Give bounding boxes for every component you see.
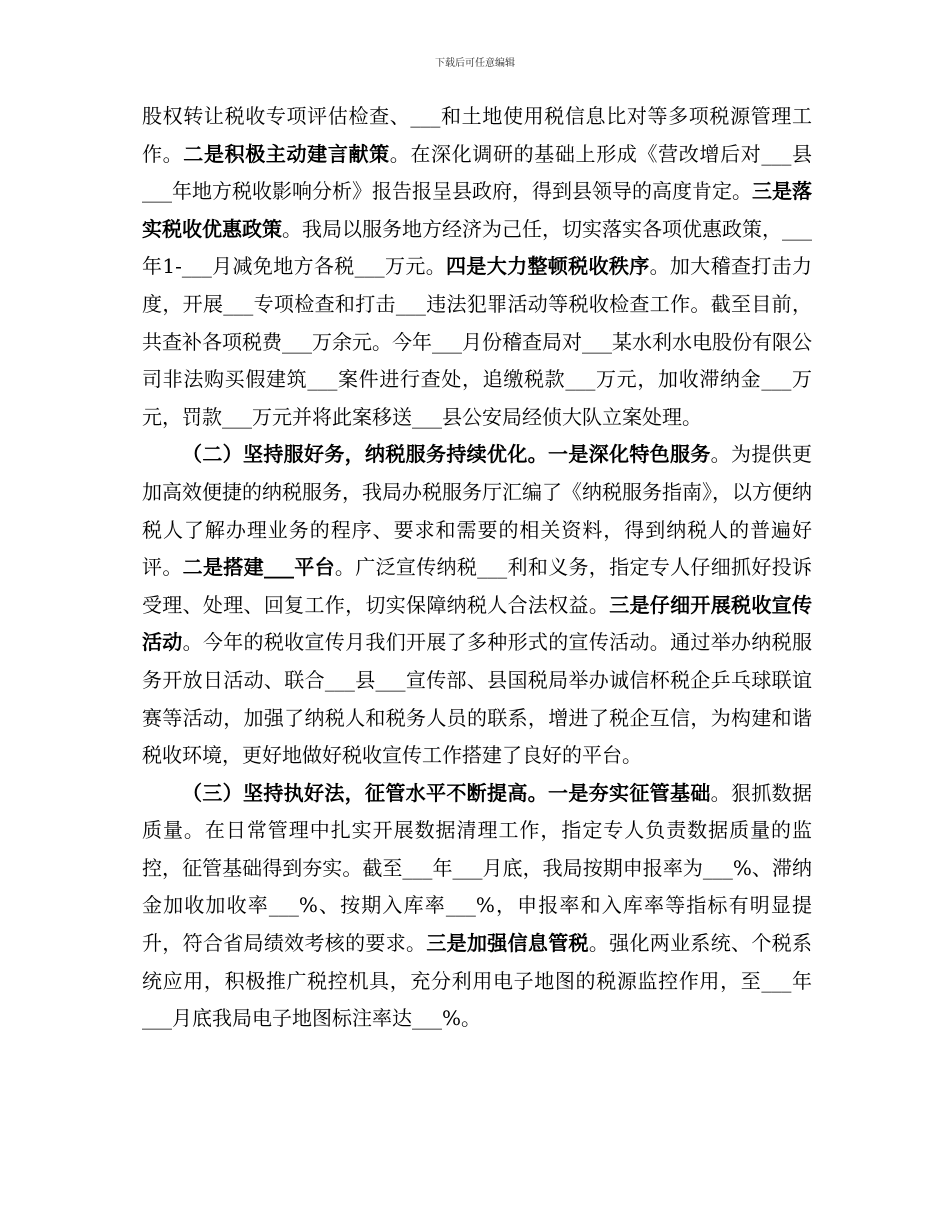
- text-run: 。加大稽查打击力度，开展___专项检查和打击___违法犯罪活动等税收检查工作。截至目前，共查补各项税费___万余元。今年___月份稽查局对___某水利水电股份有限公司非法购买假建筑___案件进行查处，追缴税款___万元，加收滞纳金___万元，罚款___万元并将此案移送___县公安局经侦大队立案处理。: [142, 254, 813, 429]
- bold-heading: 三是仔细开展税收宣传活动: [142, 592, 812, 655]
- document-body: [142, 98, 812, 1038]
- bold-heading: 二是积极主动建言献策: [183, 141, 390, 166]
- text-run: 。强化两业系统、个税系统应用，积极推广税控机具，充分利用电子地图的税源监控作用，至___年___月底我局电子地图标注率达___%。: [142, 931, 812, 1031]
- paragraph-1: [142, 98, 812, 436]
- text-run: 。我局以服务地方经济为己任，切实落实各项优惠政策，___年1-___月减免地方各税___万元。: [142, 216, 812, 279]
- text-run: 。今年的税收宣传月我们开展了多种形式的宣传活动。通过举办纳税服务开放日活动、联合___县___宣传部、县国税局举办诚信杯税企乒乓球联谊赛等活动，加强了纳税人和税务人员的联系，增进了税企互信，为构建和谐税收环境，更好地做好税收宣传工作搭建了良好的平台。: [142, 630, 812, 768]
- bold-heading: 四是大力整顿税收秩序: [446, 254, 650, 279]
- text-run: 。在深化调研的基础上形成《营改增后对___县___年地方税收影响分析》报告报呈县政府，得到县领导的高度肯定。: [142, 141, 813, 204]
- page-header-note: 下载后可任意编辑: [435, 58, 515, 69]
- paragraph-3: [142, 775, 812, 1038]
- text-run: 。为提供更加高效便捷的纳税服务，我局办税服务厅汇编了《纳税服务指南》，以方便纳税人了解办理业务的程序、要求和需要的相关资料，得到纳税人的普遍好评。: [142, 442, 813, 580]
- bold-heading: 三是加强信息管税: [426, 931, 589, 956]
- paragraph-2: [142, 436, 812, 774]
- bold-heading: 二是搭建___平台: [182, 555, 335, 580]
- bold-heading: 三是落实税收优惠政策: [142, 179, 812, 241]
- bold-heading: （三）坚持执好法，征管水平不断提高。一是夯实征管基础: [182, 780, 711, 805]
- text-run: 。广泛宣传纳税___利和义务，指定专人仔细抓好投诉受理、处理、回复工作，切实保障纳税人合法权益。: [142, 555, 813, 617]
- text-run: 股权转让税收专项评估检查、___和土地使用税信息比对等多项税源管理工作。: [142, 104, 812, 166]
- bold-heading: （二）坚持服好务，纳税服务持续优化。一是深化特色服务: [182, 442, 711, 467]
- text-run: 。狠抓数据质量。在日常管理中扎实开展数据清理工作，指定专人负责数据质量的监控，征管基础得到夯实。截至___年___月底，我局按期申报率为___%、滞纳金加收加收率___%、按期入库率___%，申报率和入库率等指标有明显提升，符合省局绩效考核的要求。: [142, 780, 813, 956]
